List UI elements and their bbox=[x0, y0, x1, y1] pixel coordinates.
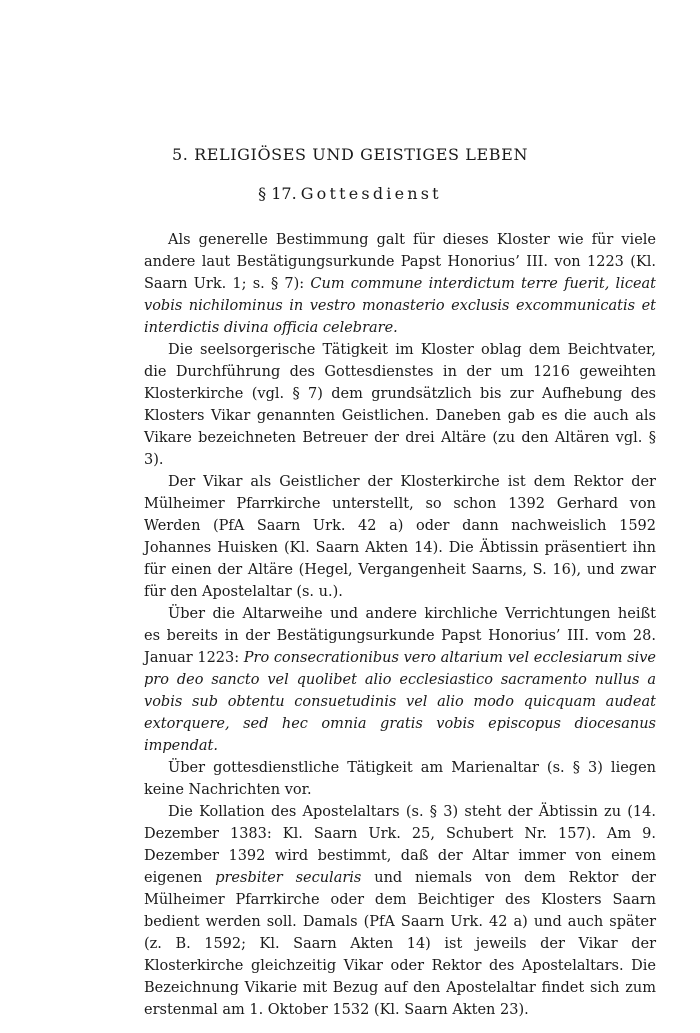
body-text bbox=[144, 229, 656, 1021]
paragraph-6 bbox=[144, 801, 656, 1021]
paragraph-1 bbox=[144, 229, 656, 339]
section-number: § 17. bbox=[258, 184, 297, 203]
paragraph-4-latin-quote: Pro consecrationibus vero altarium vel ecclesiarum sive pro deo sancto vel quolibet alio ecclesiastico sacramento nullus a vobis sub obtentu consuetudinis vel alio modo quicquam audeat extorquere, sed hec omnia gratis vobis episcopus diocesanus impendat. bbox=[144, 650, 656, 754]
paragraph-1-latin-quote: Cum commune interdictum terre fuerit, liceat vobis nichilominus in vestro monasterio exclusis excommunicatis et interdictis divina officia celebrare. bbox=[144, 276, 657, 336]
paragraph-4-text: Über die Altarweihe und andere kirchliche Verrichtungen heißt es bereits in der Bestätigungsurkunde Papst Honorius’ III. vom 28. Januar 1223: bbox=[144, 606, 656, 666]
chapter-heading: 5. RELIGIÖSES UND GEISTIGES LEBEN bbox=[171, 145, 529, 164]
paragraph-6-text-b: und niemals von dem Rektor der Mülheimer Pfarrkirche oder dem Beichtiger des Klosters Saarn bedient werden soll. Damals (PfA Saarn Urk. 42 a) und auch später (z. B. 1592; Kl. Saarn Akten 14) ist jeweils der Vikar der Klosterkirche gleichzeitig Vikar oder Rektor des Apostelaltars. Die Bezeichnung Vikarie mit Bezug auf den Apostelaltar findet sich zum erstenmal am 1. Oktober 1532 (Kl. Saarn Akten 23). bbox=[144, 870, 656, 1018]
paragraph-1-text: Als generelle Bestimmung galt für dieses Kloster wie für viele andere laut Bestätigungsurkunde Papst Honorius’ III. von 1223 (Kl. Saarn Urk. 1; s. § 7): bbox=[144, 232, 656, 292]
paragraph-5: Über gottesdienstliche Tätigkeit am Marienaltar (s. § 3) liegen keine Nachrichten vor. bbox=[144, 760, 656, 798]
paragraph-2: Die seelsorgerische Tätigkeit im Kloster oblag dem Beichtvater, die Durchführung des Gottesdienstes in der um 1216 geweihten Klosterkirche (vgl. § 7) dem grundsätzlich bis zur Aufhebung des Klosters Vikar genannten Geistlichen. Daneben gab es die auch als Vikare bezeichneten Betreuer der drei Altäre (zu den Altären vgl. § 3). bbox=[144, 342, 656, 468]
paragraph-6-text-a: Die Kollation des Apostelaltars (s. § 3) steht der Äbtissin zu (14. Dezember 1383: Kl. Saarn Urk. 25, Schubert Nr. 157). Am 9. Dezember 1392 wird bestimmt, daß der Altar immer von einem eigenen bbox=[144, 804, 656, 886]
paragraph-4 bbox=[144, 603, 656, 757]
paragraph-3: Der Vikar als Geistlicher der Klosterkirche ist dem Rektor der Mülheimer Pfarrkirche unterstellt, so schon 1392 Gerhard von Werden (PfA Saarn Urk. 42 a) oder dann nachweislich 1592 Johannes Huisken (Kl. Saarn Akten 14). Die Äbtissin präsentiert ihn für einen der Altäre (Hegel, Vergangenheit Saarns, S. 16), und zwar für den Apostelaltar (s. u.). bbox=[144, 474, 656, 600]
section-title: Gottesdienst bbox=[300, 184, 442, 203]
section-heading bbox=[0, 184, 700, 203]
paragraph-6-latin-term: presbiter secularis bbox=[215, 870, 362, 886]
